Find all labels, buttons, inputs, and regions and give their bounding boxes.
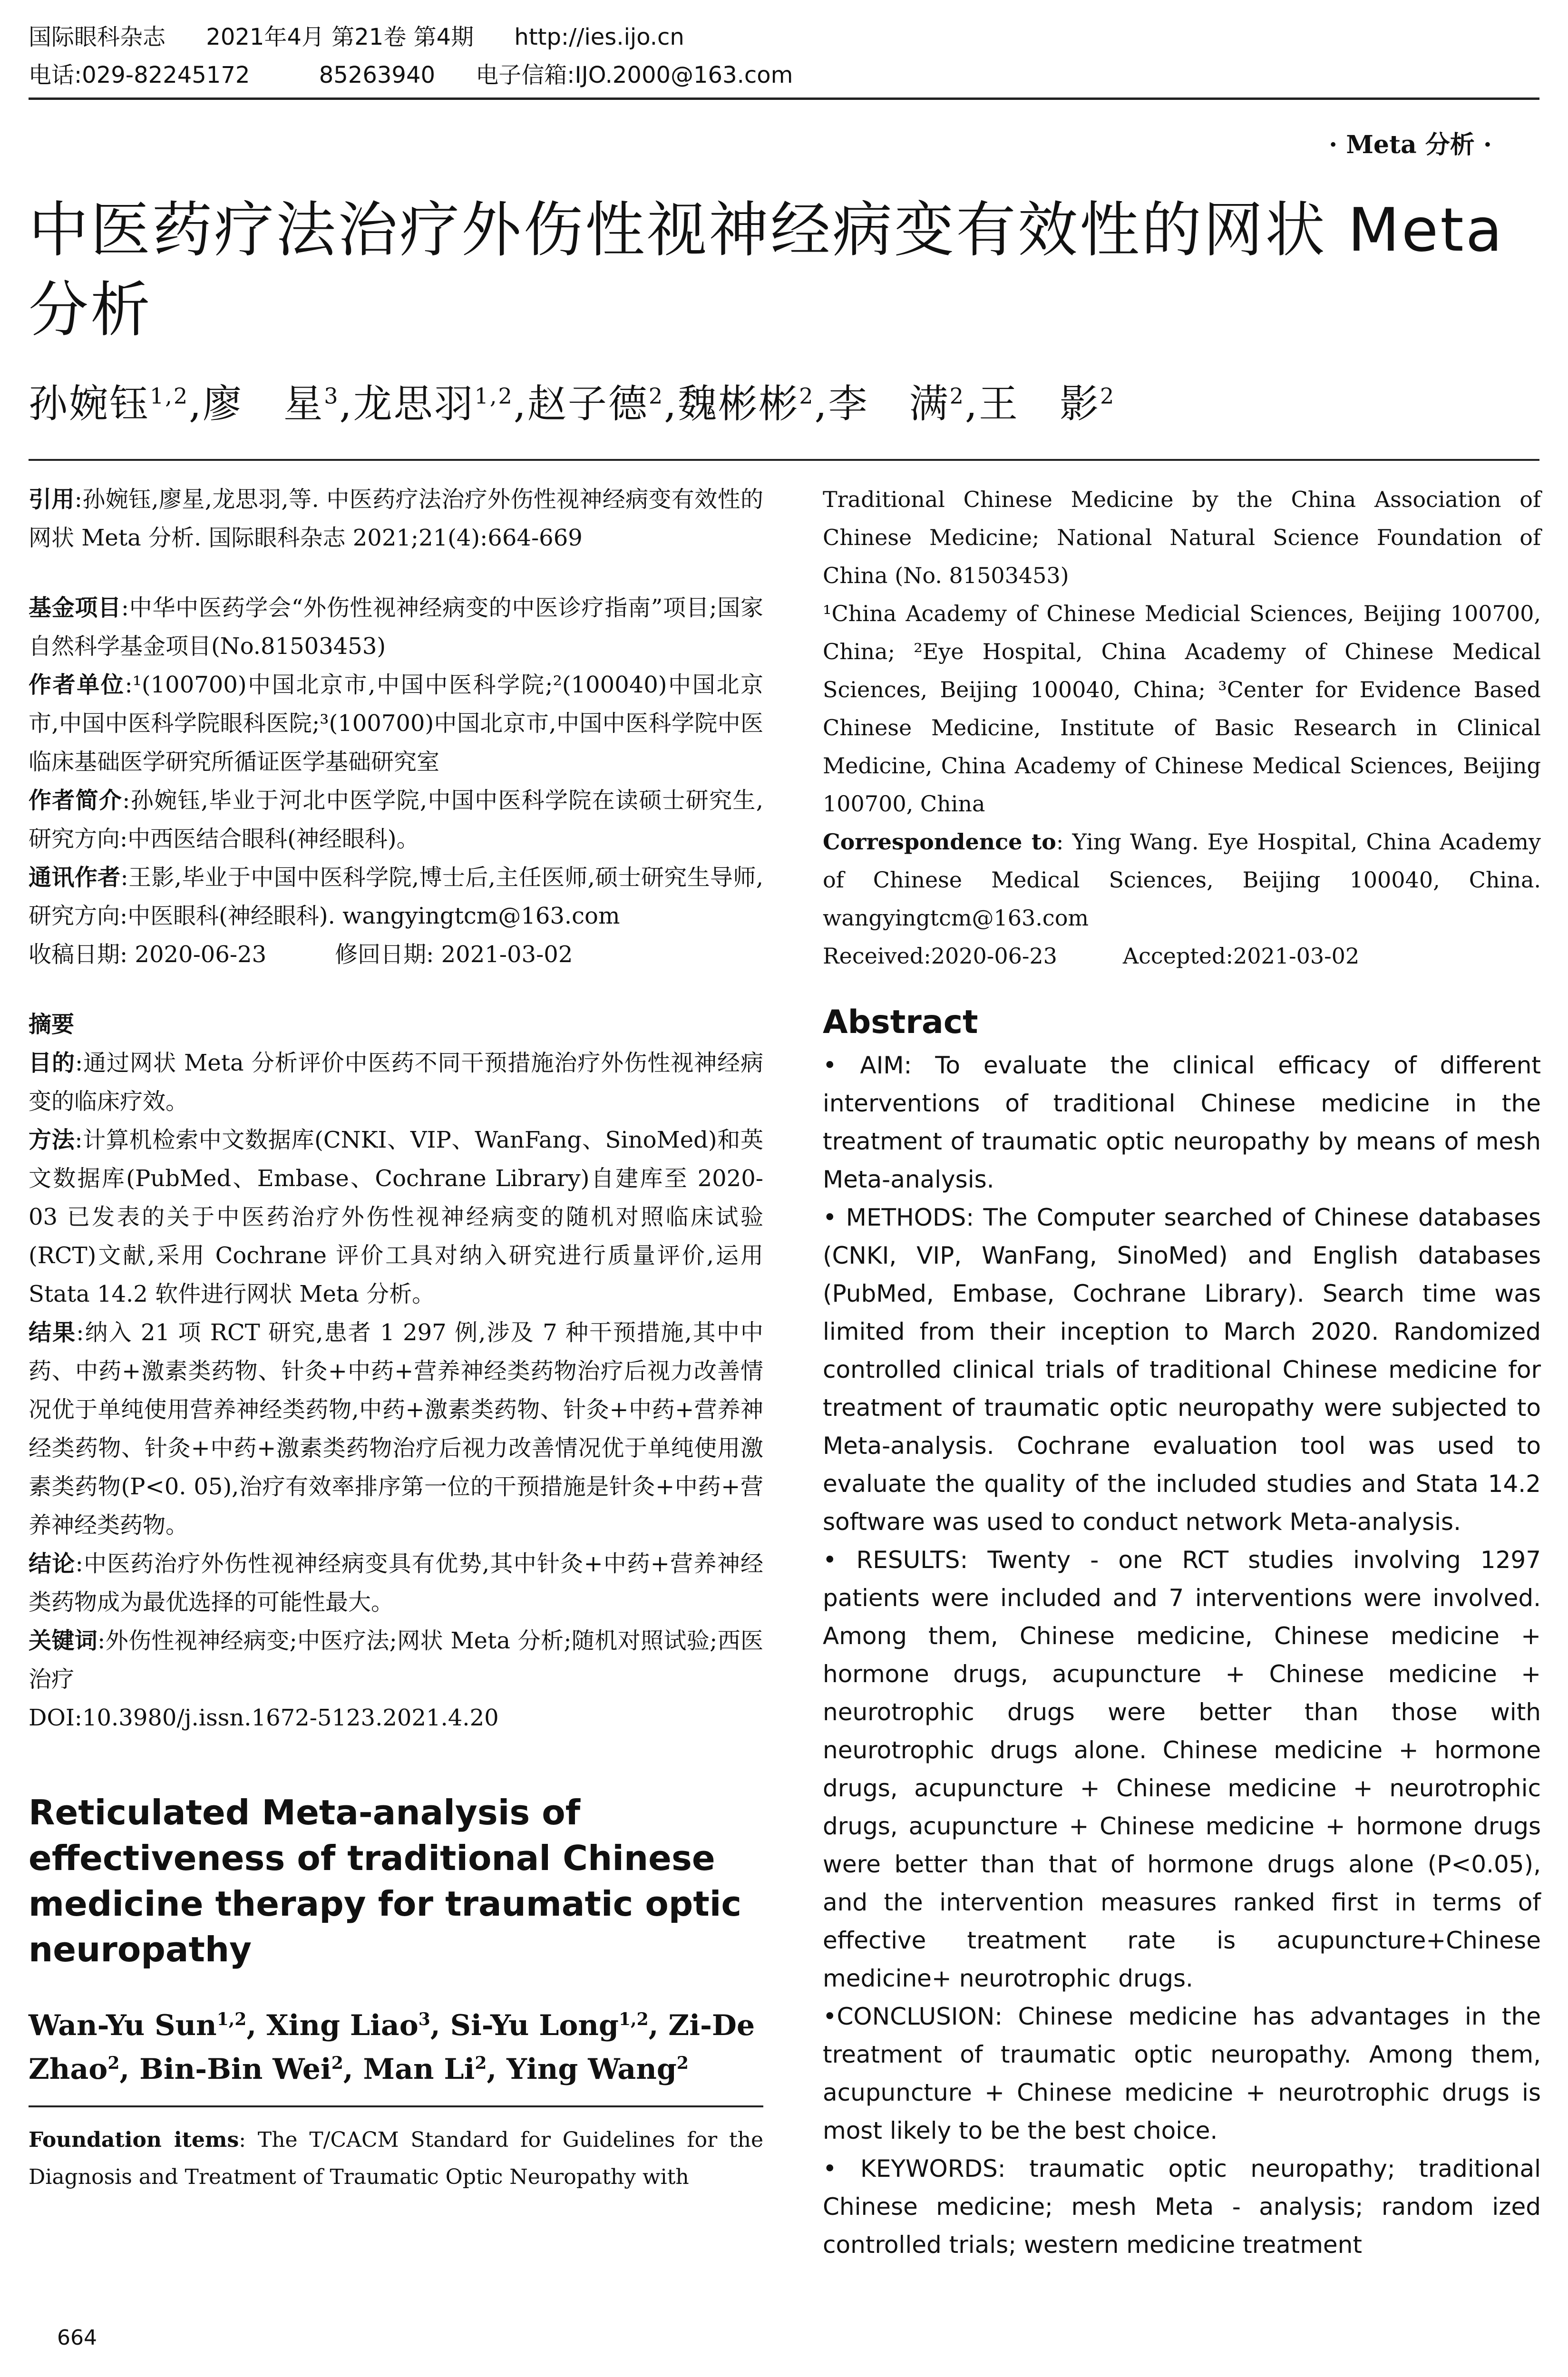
doi[interactable]: DOI:10.3980/j.issn.1672-5123.2021.4.20 — [29, 1705, 499, 1731]
author-name: 孙婉钰 — [29, 381, 150, 427]
author-name: Bin-Bin Wei — [139, 2053, 331, 2086]
foundation-continued: Traditional Chinese Medicine by the China Association of Chinese Medicine; National Natural Science Foundation of China (No. 81503453) — [823, 487, 1541, 588]
correspondence-english: Correspondence to: Ying Wang. Eye Hospital, China Academy of Chinese Medical Sciences, Beijing 100040, China. wangyingtcm@163.com — [823, 829, 1541, 931]
title-english: Reticulated Meta-analysis of effectiveness of traditional Chinese medicine therapy for traumatic optic neuropathy — [29, 1792, 742, 1969]
abstract-heading-zh: 摘要 — [29, 1011, 75, 1038]
journal-url[interactable]: http://ies.ijo.cn — [514, 24, 684, 50]
abstract-aim-english: • AIM: To evaluate the clinical efficacy of different interventions of traditional Chinese medicine in the treatment of traumatic optic neuropathy by means of mesh Meta-analysis. — [823, 1052, 1541, 1193]
header-rule — [29, 97, 1539, 100]
authors-english: Wan-Yu Sun$^{1,2}$, Xing Liao$^3$, Si-Yu Long$^{1,2}$, Zi-De Zhao$^2$, Bin-Bin Wei$^2$, Man Li$^2$, Ying Wang$^2$ — [29, 2009, 755, 2086]
journal-email: 电子信箱:IJO.2000@163.com — [476, 62, 793, 88]
section-label: · Meta 分析 · — [1329, 130, 1492, 159]
foundation-items: Foundation items: The T/CACM Standard for Guidelines for the Diagnosis and Treatment of Traumatic Optic Neuropathy with — [29, 2128, 763, 2189]
journal-phone: 电话:029-82245172 — [29, 62, 250, 88]
right-column — [823, 480, 1541, 2264]
journal-phone2: 85263940 — [319, 62, 436, 88]
author-name: 赵子德 — [527, 381, 649, 427]
journal-header-line1 — [29, 23, 718, 51]
keywords-english: • KEYWORDS: traumatic optic neuropathy; traditional Chinese medicine; mesh Meta - analysis; random ized controlled trials; western medicine treatment — [823, 2155, 1541, 2259]
author-rule — [29, 459, 1539, 461]
title-chinese: 中医药疗法治疗外伤性视神经病变有效性的网状 Meta 分析 — [29, 195, 1504, 345]
author-name: Ying Wang — [506, 2053, 677, 2086]
page-number: 664 — [57, 2326, 97, 2350]
author-name: 王 影 — [979, 381, 1101, 427]
abstract-conclusion-zh: 结论:中医药治疗外伤性视神经病变具有优势,其中针灸+中药+营养神经类药物成为最优选择的可能性最大。 — [29, 1550, 763, 1616]
author-name: Zi-De Zhao — [29, 2009, 755, 2086]
author-name: 李 满 — [828, 381, 950, 427]
keywords-zh: 关键词:外伤性视神经病变;中医疗法;网状 Meta 分析;随机对照试验;西医治疗 — [29, 1627, 763, 1693]
foundation-rule — [29, 2105, 763, 2107]
author-affiliation-mark: 3 — [418, 2009, 430, 2029]
abstract-heading-english: Abstract — [823, 1003, 978, 1041]
author-affiliation-mark: 1,2 — [150, 383, 189, 409]
author-name: Wan-Yu Sun — [29, 2009, 217, 2042]
corresponding-author: 通讯作者:王影,毕业于中国中医科学院,博士后,主任医师,硕士研究生导师,研究方向:中医眼科(神经眼科). wangyingtcm@163.com — [29, 864, 763, 929]
author-name: Xing Liao — [266, 2009, 419, 2042]
author-affiliation-mark: 3 — [324, 383, 340, 409]
author-name: 廖 星 — [203, 381, 324, 427]
author-affiliation-mark: 1,2 — [619, 2009, 649, 2029]
author-affiliation-mark: 2 — [1100, 383, 1116, 409]
abstract-conclusion-english: •CONCLUSION: Chinese medicine has advantages in the treatment of traumatic optic neuropathy. Among them, acupuncture + Chinese medicine + neurotrophic drugs is most likely to be the best choice. — [823, 2003, 1541, 2144]
author-name: 魏彬彬 — [678, 381, 799, 427]
dates-zh: 收稿日期: 2020-06-23 修回日期: 2021-03-02 — [29, 941, 573, 968]
author-affiliation-mark: 2 — [107, 2053, 120, 2073]
author-affiliation-mark: 1,2 — [216, 2009, 247, 2029]
author-name: Si-Yu Long — [450, 2009, 619, 2042]
abstract-methods-english: • METHODS: The Computer searched of Chinese databases (CNKI, VIP, WanFang, SinoMed) and English databases (PubMed, Embase, Cochrane Library). Search time was limited from their inception to March 2020. Randomized controlled clinical trials of traditional Chinese medicine for treatment of traumatic optic neuropathy were subjected to Meta-analysis. Cochrane evaluation tool was used to evaluate the quality of the included studies and Stata 14.2 software was used to conduct network Meta-analysis. — [823, 1204, 1541, 1536]
journal-issue: 2021年4月 第21卷 第4期 — [206, 24, 474, 50]
author-affiliation-mark: 2 — [949, 383, 965, 409]
dates-english: Received:2020-06-23 Accepted:2021-03-02 — [823, 943, 1360, 969]
affiliations-english: ¹China Academy of Chinese Medicial Sciences, Beijing 100700, China; ²Eye Hospital, China Academy of Chinese Medical Sciences, Beijing 100040, China; ³Center for Evidence Based Chinese Medicine, Institute of Basic Research in Clinical Medicine, China Academy of Chinese Medical Sciences, Beijing 100700, China — [823, 601, 1541, 817]
abstract-results-english: • RESULTS: Twenty - one RCT studies involving 1297 patients were included and 7 interventions were involved. Among them, Chinese medicine, Chinese medicine + hormone drugs, acupuncture + Chinese medicine + neurotrophic drugs were better than those with neurotrophic drugs alone. Chinese medicine + hormone drugs, acupuncture + Chinese medicine + neurotrophic drugs, acupuncture + Chinese medicine + hormone drugs were better than that of hormone drugs alone (P<0.05), and the intervention measures ranked first in terms of effective treatment rate is acupuncture+Chinese medicine+ neurotrophic drugs. — [823, 1546, 1541, 1992]
author-name: 龙思羽 — [353, 381, 475, 427]
author-affiliation-mark: 2 — [676, 2053, 689, 2073]
author-name: Man Li — [363, 2053, 475, 2086]
fund: 基金项目:中华中医药学会“外伤性视神经病变的中医诊疗指南”项目;国家自然科学基金项目(No.81503453) — [29, 594, 763, 660]
journal-name: 国际眼科杂志 — [29, 24, 166, 50]
citation: 引用:孙婉钰,廖星,龙思羽,等. 中医药疗法治疗外伤性视神经病变有效性的网状 Meta 分析. 国际眼科杂志 2021;21(4):664-669 — [29, 486, 763, 551]
author-affiliation-mark: 2 — [799, 383, 815, 409]
author-affiliation-mark: 2 — [331, 2053, 343, 2073]
author-affiliation-mark: 2 — [648, 383, 664, 409]
author-affiliation-mark: 1,2 — [474, 383, 514, 409]
left-column — [29, 480, 763, 2196]
author-affiliation-mark: 2 — [475, 2053, 487, 2073]
author-unit: 作者单位:¹(100700)中国北京市,中国中医科学院;²(100040)中国北京市,中国中医科学院眼科医院;³(100700)中国北京市,中国中医科学院中医临床基础医学研究所循证医学基础研究室 — [29, 672, 763, 775]
authors-chinese: 孙婉钰$^{1,2}$,廖 星$^3$,龙思羽$^{1,2}$,赵子德$^2$,魏彬彬$^2$,李 满$^2$,王 影$^2$ — [29, 381, 1116, 427]
abstract-result-zh: 结果:纳入 21 项 RCT 研究,患者 1 297 例,涉及 7 种干预措施,其中中药、中药+激素类药物、针灸+中药+营养神经类药物治疗后视力改善情况优于单纯使用营养神经类药物,中药+激素类药物、针灸+中药+营养神经类药物、针灸+中药+激素类药物治疗后视力改善情况优于单纯使用激素类药物(P<0. 05),治疗有效率排序第一位的干预措施是针灸+中药+营养神经类药物。 — [29, 1319, 763, 1539]
journal-header-line2 — [29, 61, 826, 89]
author-bio: 作者简介:孙婉钰,毕业于河北中医学院,中国中医科学院在读硕士研究生,研究方向:中西医结合眼科(神经眼科)。 — [29, 787, 763, 852]
abstract-method-zh: 方法:计算机检索中文数据库(CNKI、VIP、WanFang、SinoMed)和英文数据库(PubMed、Embase、Cochrane Library)自建库至 2020-03 已发表的关于中医药治疗外伤性视神经病变的随机对照临床试验(RCT)文献,采用 Cochrane 评价工具对纳入研究进行质量评价,运用 Stata 14.2 软件进行网状 Meta 分析。 — [29, 1127, 763, 1307]
abstract-aim-zh: 目的:通过网状 Meta 分析评价中医药不同干预措施治疗外伤性视神经病变的临床疗效。 — [29, 1050, 763, 1115]
